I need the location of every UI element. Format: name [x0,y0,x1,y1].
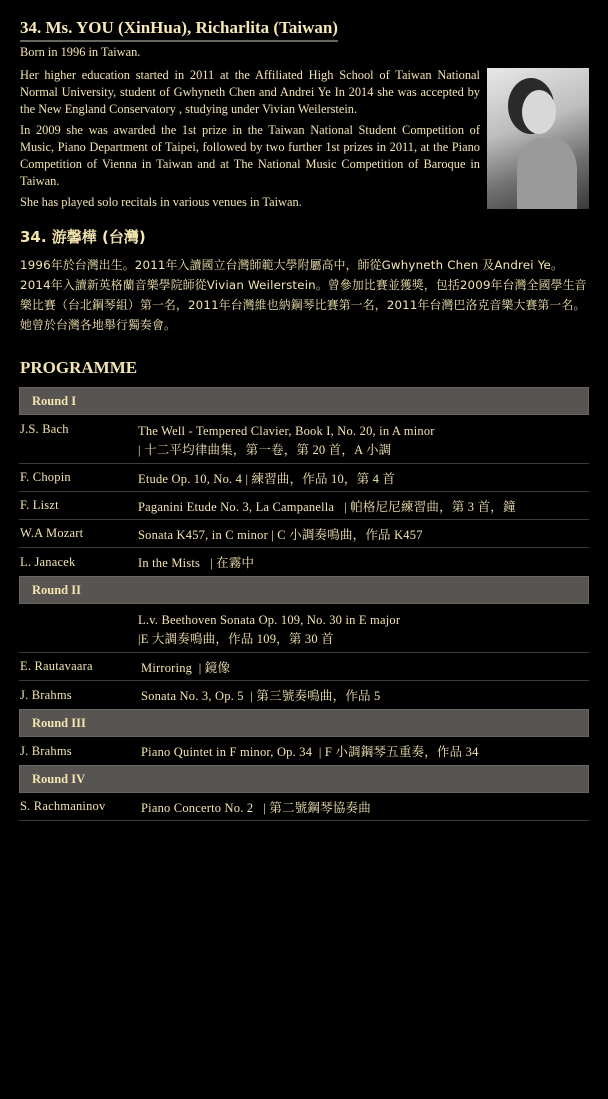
composer: L. Janacek [20,554,76,569]
composer: J. Brahms [20,687,72,702]
table-row [19,464,589,492]
table-row [19,737,589,765]
composer: W.A Mozart [20,526,84,540]
bio-paragraph: She has played solo recitals in various venues in Taiwan. [20,195,302,209]
table-row [19,604,589,653]
round-header: Round IV [19,765,589,793]
programme-table [19,387,589,821]
bio-paragraph: Her higher education started in 2011 at the Affiliated High School of Taiwan National Normal University, student of Gwhyneth Chen and Andrei Ye In 2014 she was accepted by the New England Conservatory , studying under Vivian Weilerstein. [20,68,480,116]
work: L.v. Beethoven Sonata Op. 109, No. 30 in E major [138,613,401,627]
work: Sonata No. 3, Op. 5 | 第三號奏鳴曲，作品 5 [141,689,381,703]
round-header: Round I [19,387,589,415]
composer: J. Brahms [20,743,72,758]
table-row [19,793,589,821]
work-zh: | 十二平均律曲集，第一卷，第 20 首，A 小調 [138,443,392,457]
work-zh: |E 大調奏鳴曲，作品 109，第 30 首 [138,632,334,646]
round-header: Round III [19,709,589,737]
composer: E. Rautavaara [20,659,93,673]
table-row [19,415,589,464]
table-row [19,548,589,576]
composer: F. Liszt [20,498,59,512]
performer-title-zh: 34. 游馨樺 (台灣) [20,228,146,246]
table-row [19,520,589,548]
composer: J.S. Bach [20,422,69,436]
table-row [19,681,589,709]
work: Sonata K457, in C minor | C 小調奏鳴曲，作品 K457 [138,527,423,542]
bio-paragraph: Born in 1996 in Taiwan. [20,45,141,59]
round-header: Round II [19,576,589,604]
work: Paganini Etude No. 3, La Campanella | 帕格尼尼練習曲，第 3 首，鐘 [138,499,516,514]
bio-zh: 1996年於台灣出生。2011年入讀國立台灣師範大學附屬高中，師從Gwhyneth Chen 及Andrei Ye。2014年入讀新英格蘭音樂學院師從Vivian Weilerstein。曾參加比賽並獲獎，包括2009年台灣全國學生音樂比賽（台北鋼琴組）第一名，2011年台灣維也納鋼琴比賽第一名，2011年台灣巴洛克音樂大賽第一名。她曾於台灣各地舉行獨奏會。 [20,258,587,332]
programme-heading: PROGRAMME [20,358,138,377]
table-row [19,653,589,681]
work: Mirroring | 鏡像 [141,660,231,675]
performer-photo [487,68,589,209]
performer-title: 34. Ms. YOU (XinHua), Richarlita (Taiwan) [20,18,338,42]
composer: S. Rachmaninov [20,799,106,813]
work: In the Mists | 在霧中 [138,556,255,570]
work: Piano Quintet in F minor, Op. 34 | F 小調鋼琴五重奏，作品 34 [141,745,479,759]
work: The Well - Tempered Clavier, Book I, No. 20, in A minor [138,424,435,438]
table-row [19,492,589,520]
work: Piano Concerto No. 2 | 第二號鋼琴協奏曲 [141,800,371,815]
work: Etude Op. 10, No. 4 | 練習曲，作品 10，第 4 首 [138,471,396,486]
composer: F. Chopin [20,470,71,484]
bio-paragraph: In 2009 she was awarded the 1st prize in the Taiwan National Student Competition of Music, Piano Department of Taipei, followed by two further 1st prizes in 2011, at the Piano Competition of Vienna in Taiwan and at The National Music Competition of Baroque in Taiwan. [20,123,480,188]
